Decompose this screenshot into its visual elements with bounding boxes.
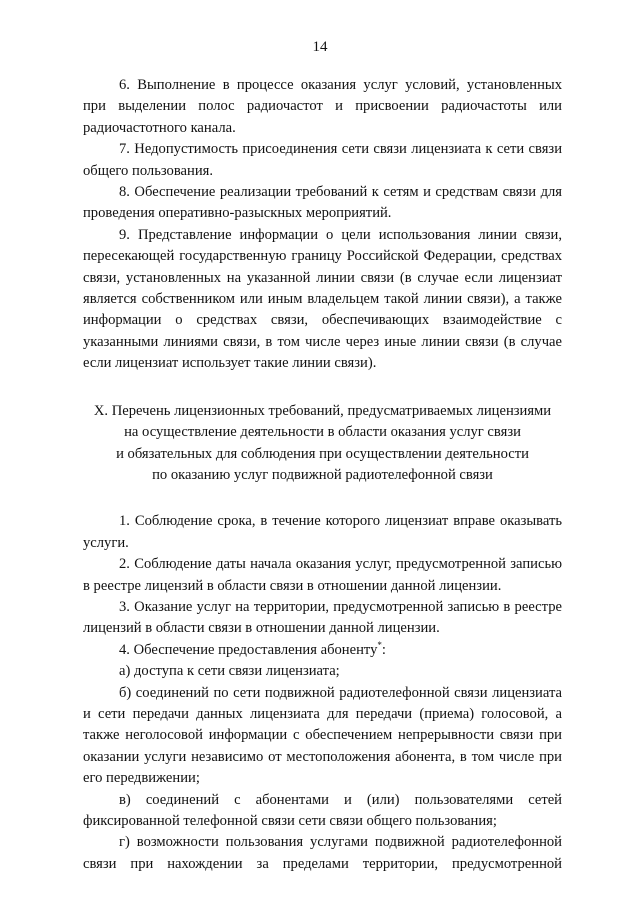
document-body — [83, 75, 562, 875]
subitem-b: б) соединений по сети подвижной радиотелефонной связи лицензиата и сети передачи данных лицензиата для передачи (приема) голосовой, а также неголосовой информации с обеспечением непрерывности связи при оказании услуги независимо от местоположения абонента, в том числе при его передвижении; — [83, 684, 562, 787]
paragraph-item-7: 7. Недопустимость присоединения сети связи лицензиата к сети связи общего пользования. — [83, 141, 562, 179]
item-4-colon: : — [381, 641, 386, 658]
paragraph-item-4 — [83, 640, 562, 661]
subitem-v: в) соединений с абонентами и (или) пользователями сетей фиксированной телефонной связи сети связи общего пользования; — [83, 791, 562, 829]
page-number: 14 — [312, 39, 328, 55]
footnote-mark: * — [377, 639, 382, 650]
item-4-text: 4. Обеспечение предоставления абоненту — [119, 641, 378, 658]
section-heading-line: по оказанию услуг подвижной радиотелефонной связи — [152, 466, 493, 483]
section-heading-line: X. Перечень лицензионных требований, предусматриваемых лицензиями — [93, 402, 552, 419]
subitem-g: г) возможности пользования услугами подвижной радиотелефонной связи при нахождении за пределами территории, предусмотренной — [83, 834, 562, 872]
subitem-a: а) доступа к сети связи лицензиата; — [119, 663, 340, 680]
section-heading-line: и обязательных для соблюдения при осуществлении деятельности — [116, 445, 529, 462]
paragraph-item-2: 2. Соблюдение даты начала оказания услуг, предусмотренной записью в реестре лицензий в области связи в отношении данной лицензии. — [83, 556, 562, 594]
section-heading-line: на осуществление деятельности в области оказания услуг связи — [124, 424, 521, 441]
paragraph-item-1: 1. Соблюдение срока, в течение которого лицензиат вправе оказывать услуги. — [83, 513, 562, 551]
paragraph-item-8: 8. Обеспечение реализации требований к сетям и средствам связи для проведения оперативно-разыскных мероприятий. — [83, 184, 562, 222]
paragraph-item-9: 9. Представление информации о цели использования линии связи, пересекающей государственную границу Российской Федерации, средствах связи, установленных на указанной линии связи (в случае если лицензиат является собственником или иным владельцем такой линии связи), а также информации о средствах связи, обеспечивающих взаимодействие с указанными линиями связи, в том числе через иные линии связи (в случае если лицензиат использует такие линии связи). — [83, 226, 562, 372]
paragraph-item-3: 3. Оказание услуг на территории, предусмотренной записью в реестре лицензий в области связи в отношении данной лицензии. — [83, 598, 562, 637]
section-heading — [83, 401, 562, 487]
paragraph-item-6: 6. Выполнение в процессе оказания услуг условий, установленных при выделении полос радиочастот и присвоении радиочастоты или радиочастотного канала. — [83, 77, 562, 136]
